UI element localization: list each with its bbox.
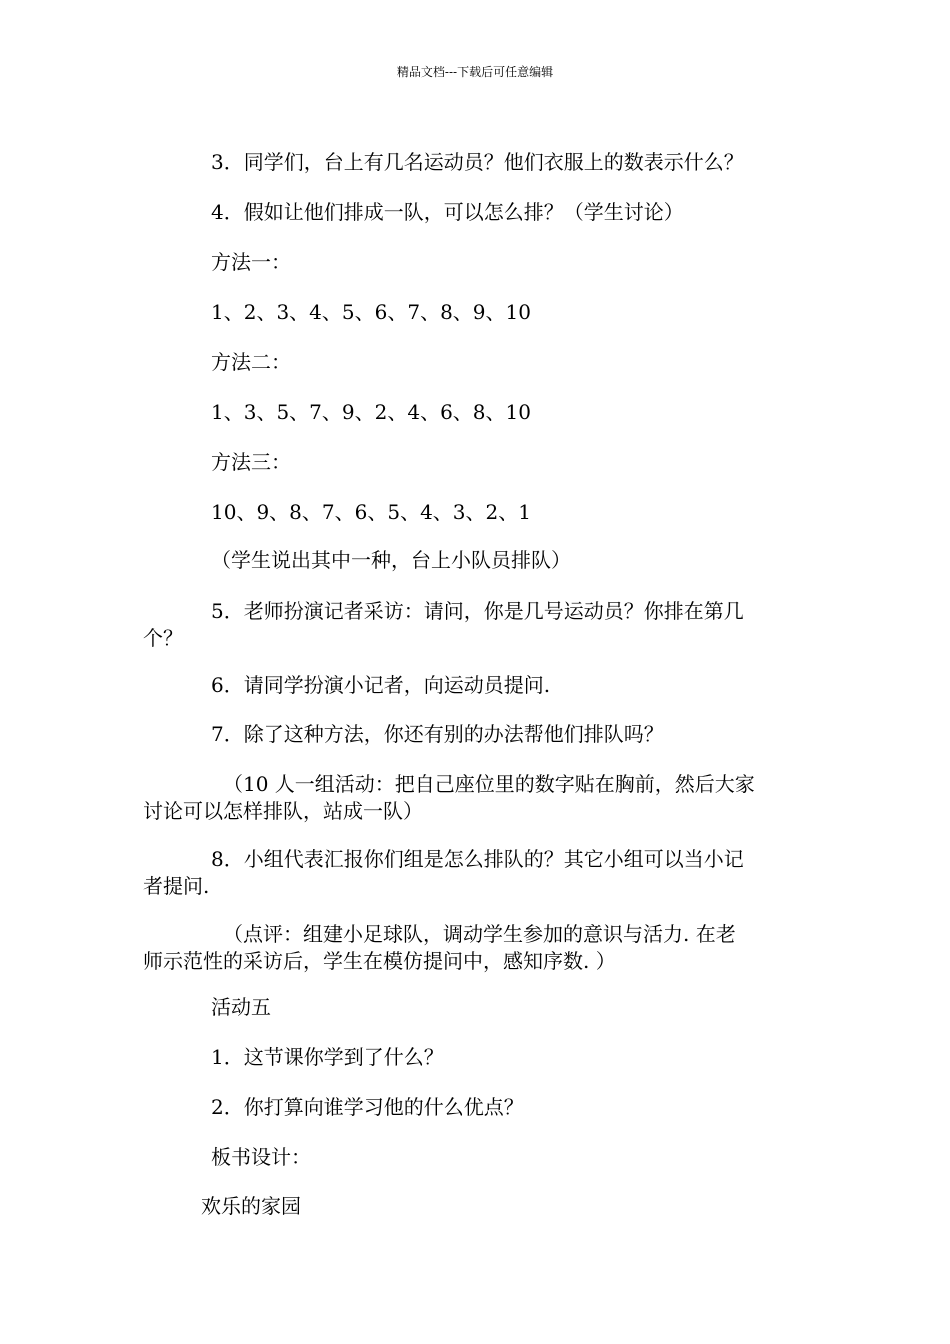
method-1-title: 方法一： <box>211 250 291 274</box>
question-4: 4．假如让他们排成一队，可以怎么排？（学生讨论） <box>211 200 684 224</box>
comment <box>143 921 813 975</box>
board-title: 欢乐的家园 <box>201 1194 301 1218</box>
question-8 <box>143 846 813 900</box>
review-question-1: 1．这节课你学到了什么？ <box>211 1045 444 1069</box>
method-3-sequence: 10、9、8、7、6、5、4、3、2、1 <box>211 500 531 524</box>
group-activity <box>143 771 813 825</box>
page-header: 精品文档---下载后可任意编辑 <box>396 65 554 79</box>
method-2-sequence: 1、3、5、7、9、2、4、6、8、10 <box>211 400 531 424</box>
review-question-2: 2．你打算向谁学习他的什么优点？ <box>211 1095 524 1119</box>
method-3-title: 方法三： <box>211 450 291 474</box>
method-2-title: 方法二： <box>211 350 291 374</box>
question-8-line-2: 者提问. <box>143 874 210 898</box>
question-8-line-1: 8．小组代表汇报你们组是怎么排队的？其它小组可以当小记 <box>211 847 744 871</box>
comment-line-2: 师示范性的采访后，学生在模仿提问中，感知序数. ） <box>143 949 616 973</box>
question-5-line-2: 个？ <box>143 626 183 650</box>
question-3: 3．同学们，台上有几名运动员？他们衣服上的数表示什么？ <box>211 150 744 174</box>
question-5-line-1: 5．老师扮演记者采访：请问，你是几号运动员？你排在第几 <box>211 599 744 623</box>
group-activity-line-2: 讨论可以怎样排队，站成一队） <box>143 799 423 823</box>
note-line: （学生说出其中一种，台上小队员排队） <box>211 548 571 572</box>
group-activity-line-1: （10 人一组活动：把自己座位里的数字贴在胸前，然后大家 <box>223 772 755 796</box>
comment-line-1: （点评：组建小足球队，调动学生参加的意识与活力. 在老 <box>223 922 736 946</box>
activity-5-heading: 活动五 <box>211 995 271 1019</box>
question-6: 6．请同学扮演小记者，向运动员提问. <box>211 673 551 697</box>
question-7: 7．除了这种方法，你还有别的办法帮他们排队吗？ <box>211 722 664 746</box>
question-5 <box>143 598 813 652</box>
method-1-sequence: 1、2、3、4、5、6、7、8、9、10 <box>211 300 531 324</box>
board-design-heading: 板书设计： <box>211 1145 311 1169</box>
